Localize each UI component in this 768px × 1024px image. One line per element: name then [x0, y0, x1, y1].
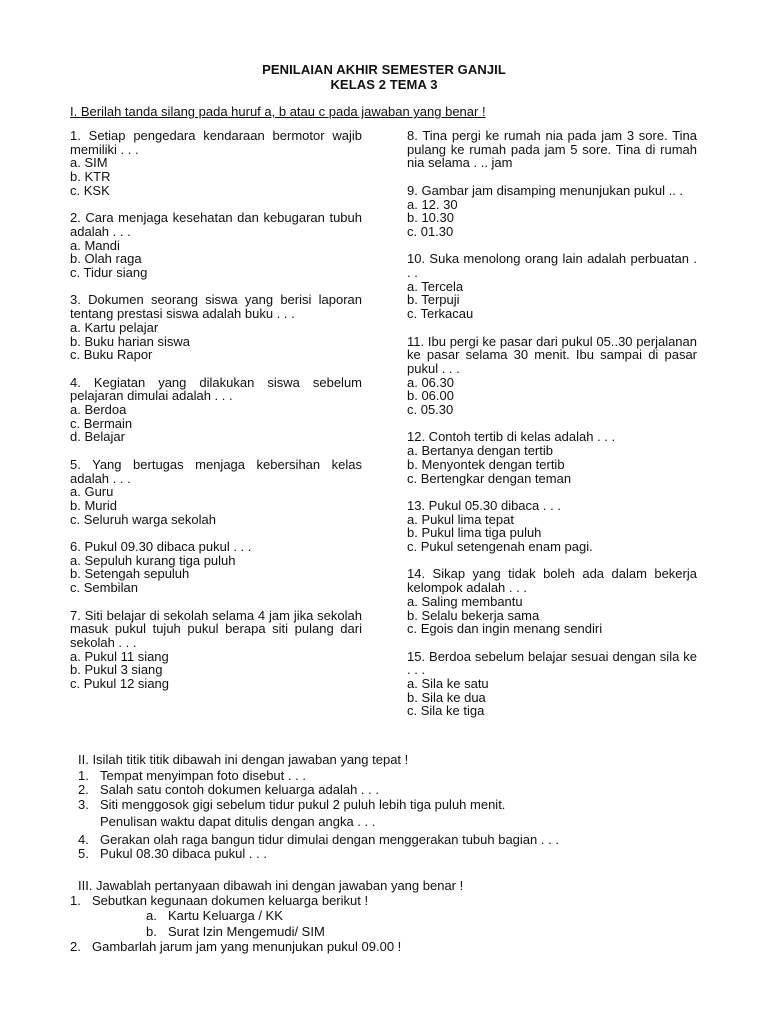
question-text: 10. Suka menolong orang lain adalah perbuatan . . . [407, 251, 697, 280]
answer-option: c. Egois dan ingin menang sendiri [407, 621, 603, 637]
question-item [70, 609, 362, 691]
fill-in-item [78, 847, 698, 862]
question-text: 7. Siti belajar di sekolah selama 4 jam jika sekolah masuk pukul tujuh pukul berapa siti pulang dari sekolah . . . [70, 607, 362, 650]
question-text: 11. Ibu pergi ke pasar dari pukul 05..30 perjalanan ke pasar selama 30 menit. Ibu sampai di pasar pukul . . . [407, 333, 697, 376]
question-item [407, 430, 697, 485]
question-item [407, 252, 697, 321]
answer-option: b. Sila ke dua [407, 689, 486, 705]
item-text: Siti menggosok gigi sebelum tidur pukul 2 puluh lebih tiga puluh menit. [100, 796, 506, 812]
answer-option: a. Pukul 11 siang [70, 648, 169, 664]
answer-option: b. Terpuji [407, 292, 460, 308]
question-item [70, 540, 362, 595]
question-text: 2. Cara menjaga kesehatan dan kebugaran tubuh adalah . . . [70, 210, 362, 239]
item-text: Gambarlah jarum jam yang menunjukan pukul 09.00 ! [92, 939, 402, 954]
sub-item-letter: a. [146, 908, 157, 923]
answer-option: a. Berdoa [70, 402, 127, 418]
item-text: Salah satu contoh dokumen keluarga adalah . . . [100, 782, 379, 798]
question-item [70, 293, 362, 362]
essay-item [70, 894, 700, 909]
answer-option: d. Belajar [70, 429, 125, 445]
answer-option: a. Tercela [407, 278, 464, 294]
sub-item-text: Kartu Keluarga / KK [168, 908, 283, 923]
answer-option: c. Seluruh warga sekolah [70, 511, 216, 527]
section3-list [70, 894, 700, 955]
item-number: 3. [78, 796, 89, 812]
question-item [407, 650, 697, 719]
section3-instruction: III. Jawablah pertanyaan dibawah ini dengan jawaban yang benar ! [78, 878, 464, 893]
question-text: 1. Setiap pengedara kendaraan bermotor wajib memiliki . . . [70, 128, 362, 157]
answer-option: c. 05.30 [407, 402, 454, 418]
question-item [70, 211, 362, 280]
answer-option: a. Sepuluh kurang tiga puluh [70, 552, 236, 568]
answer-option: b. Setengah sepuluh [70, 566, 190, 582]
item-text: Pukul 08.30 dibaca pukul . . . [100, 846, 267, 862]
answer-option: c. Tidur siang [70, 265, 148, 281]
question-text: 3. Dokumen seorang siswa yang berisi laporan tentang prestasi siswa adalah buku . . . [70, 292, 362, 322]
question-item [70, 129, 362, 198]
question-item [70, 376, 362, 445]
item-number: 4. [78, 831, 89, 847]
sub-item-letter: b. [146, 924, 157, 939]
fill-in-item [78, 798, 698, 813]
fill-in-item [78, 769, 698, 784]
document-subtitle: KELAS 2 TEMA 3 [330, 77, 438, 92]
question-text: 5. Yang bertugas menjaga kebersihan kelas adalah . . . [70, 456, 362, 486]
item-text: Tempat menyimpan foto disebut . . . [100, 767, 306, 783]
answer-option: b. KTR [70, 169, 111, 185]
answer-option: a. SIM [70, 155, 108, 171]
answer-option: b. Olah raga [70, 251, 142, 267]
answer-option: b. Pukul 3 siang [70, 662, 163, 678]
document-title: PENILAIAN AKHIR SEMESTER GANJIL [262, 62, 506, 77]
question-item [407, 499, 697, 554]
questions-left-column [70, 129, 362, 691]
answer-option: c. Sila ke tiga [407, 703, 485, 719]
sub-item-text: Surat Izin Mengemudi/ SIM [168, 924, 325, 939]
section1-instruction: I. Berilah tanda silang pada huruf a, b atau c pada jawaban yang benar ! [70, 104, 486, 119]
fill-in-item [78, 783, 698, 798]
answer-option: a. 12. 30 [407, 196, 458, 212]
section2-list [78, 769, 698, 862]
answer-option: a. Sila ke satu [407, 676, 489, 692]
question-item [407, 335, 697, 417]
item-continuation: Penulisan waktu dapat ditulis dengan angka . . . [100, 814, 376, 830]
question-text: 14. Sikap yang tidak boleh ada dalam bekerja kelompok adalah . . . [407, 566, 697, 596]
answer-option: b. 10.30 [407, 210, 454, 226]
fill-in-item [78, 833, 698, 848]
item-number: 2. [78, 782, 89, 798]
answer-option: a. Pukul lima tepat [407, 511, 514, 527]
item-number: 1. [70, 892, 81, 908]
answer-option: c. Pukul setengenah enam pagi. [407, 539, 593, 555]
answer-option: b. Murid [70, 497, 117, 513]
essay-item [70, 940, 700, 955]
answer-option: a. Kartu pelajar [70, 319, 159, 335]
answer-option: b. Menyontek dengan tertib [407, 456, 565, 472]
item-number: 2. [70, 939, 81, 954]
question-text: 13. Pukul 05.30 dibaca . . . [407, 497, 561, 513]
answer-option: c. Sembilan [70, 580, 138, 596]
answer-option: a. Bertanya dengan tertib [407, 443, 553, 459]
question-text: 8. Tina pergi ke rumah nia pada jam 3 sore. Tina pulang ke rumah pada jam 5 sore. Tina di rumah nia selama . .. jam [407, 128, 697, 171]
answer-option: c. Bertengkar dengan teman [407, 470, 572, 486]
questions-right-column [407, 129, 697, 718]
answer-option: a. 06.30 [407, 374, 454, 390]
item-text: Gerakan olah raga bangun tidur dimulai dengan menggerakan tubuh bagian . . . [100, 831, 559, 847]
section2-instruction: II. Isilah titik titik dibawah ini dengan jawaban yang tepat ! [78, 752, 409, 767]
question-text: 15. Berdoa sebelum belajar sesuai dengan sila ke . . . [407, 648, 697, 678]
answer-option: a. Guru [70, 484, 114, 500]
answer-option: c. 01.30 [407, 223, 454, 239]
question-text: 6. Pukul 09.30 dibaca pukul . . . [70, 539, 252, 555]
answer-option: c. Buku Rapor [70, 347, 153, 363]
question-item [70, 458, 362, 527]
question-item [407, 567, 697, 636]
question-item [407, 184, 697, 239]
answer-option: c. KSK [70, 182, 110, 198]
answer-option: b. 06.00 [407, 388, 454, 404]
answer-option: a. Mandi [70, 237, 120, 253]
answer-option: b. Selalu bekerja sama [407, 607, 540, 623]
answer-option: c. Bermain [70, 415, 133, 431]
answer-option: b. Buku harian siswa [70, 333, 190, 349]
answer-option: c. Pukul 12 siang [70, 676, 170, 692]
item-number: 5. [78, 846, 89, 862]
section3 [70, 879, 700, 955]
item-number: 1. [78, 767, 89, 783]
section2 [78, 753, 698, 862]
item-text: Sebutkan kegunaan dokumen keluarga berikut ! [92, 892, 369, 908]
sub-item [70, 908, 700, 924]
answer-option: a. Saling membantu [407, 593, 523, 609]
question-text: 4. Kegiatan yang dilakukan siswa sebelum pelajaran dimulai adalah . . . [70, 374, 362, 404]
question-text: 9. Gambar jam disamping menunjukan pukul .. . [407, 182, 684, 198]
question-text: 12. Contoh tertib di kelas adalah . . . [407, 429, 616, 445]
sub-item [70, 924, 700, 940]
answer-option: c. Terkacau [407, 306, 474, 322]
answer-option: b. Pukul lima tiga puluh [407, 525, 542, 541]
question-item [407, 129, 697, 170]
